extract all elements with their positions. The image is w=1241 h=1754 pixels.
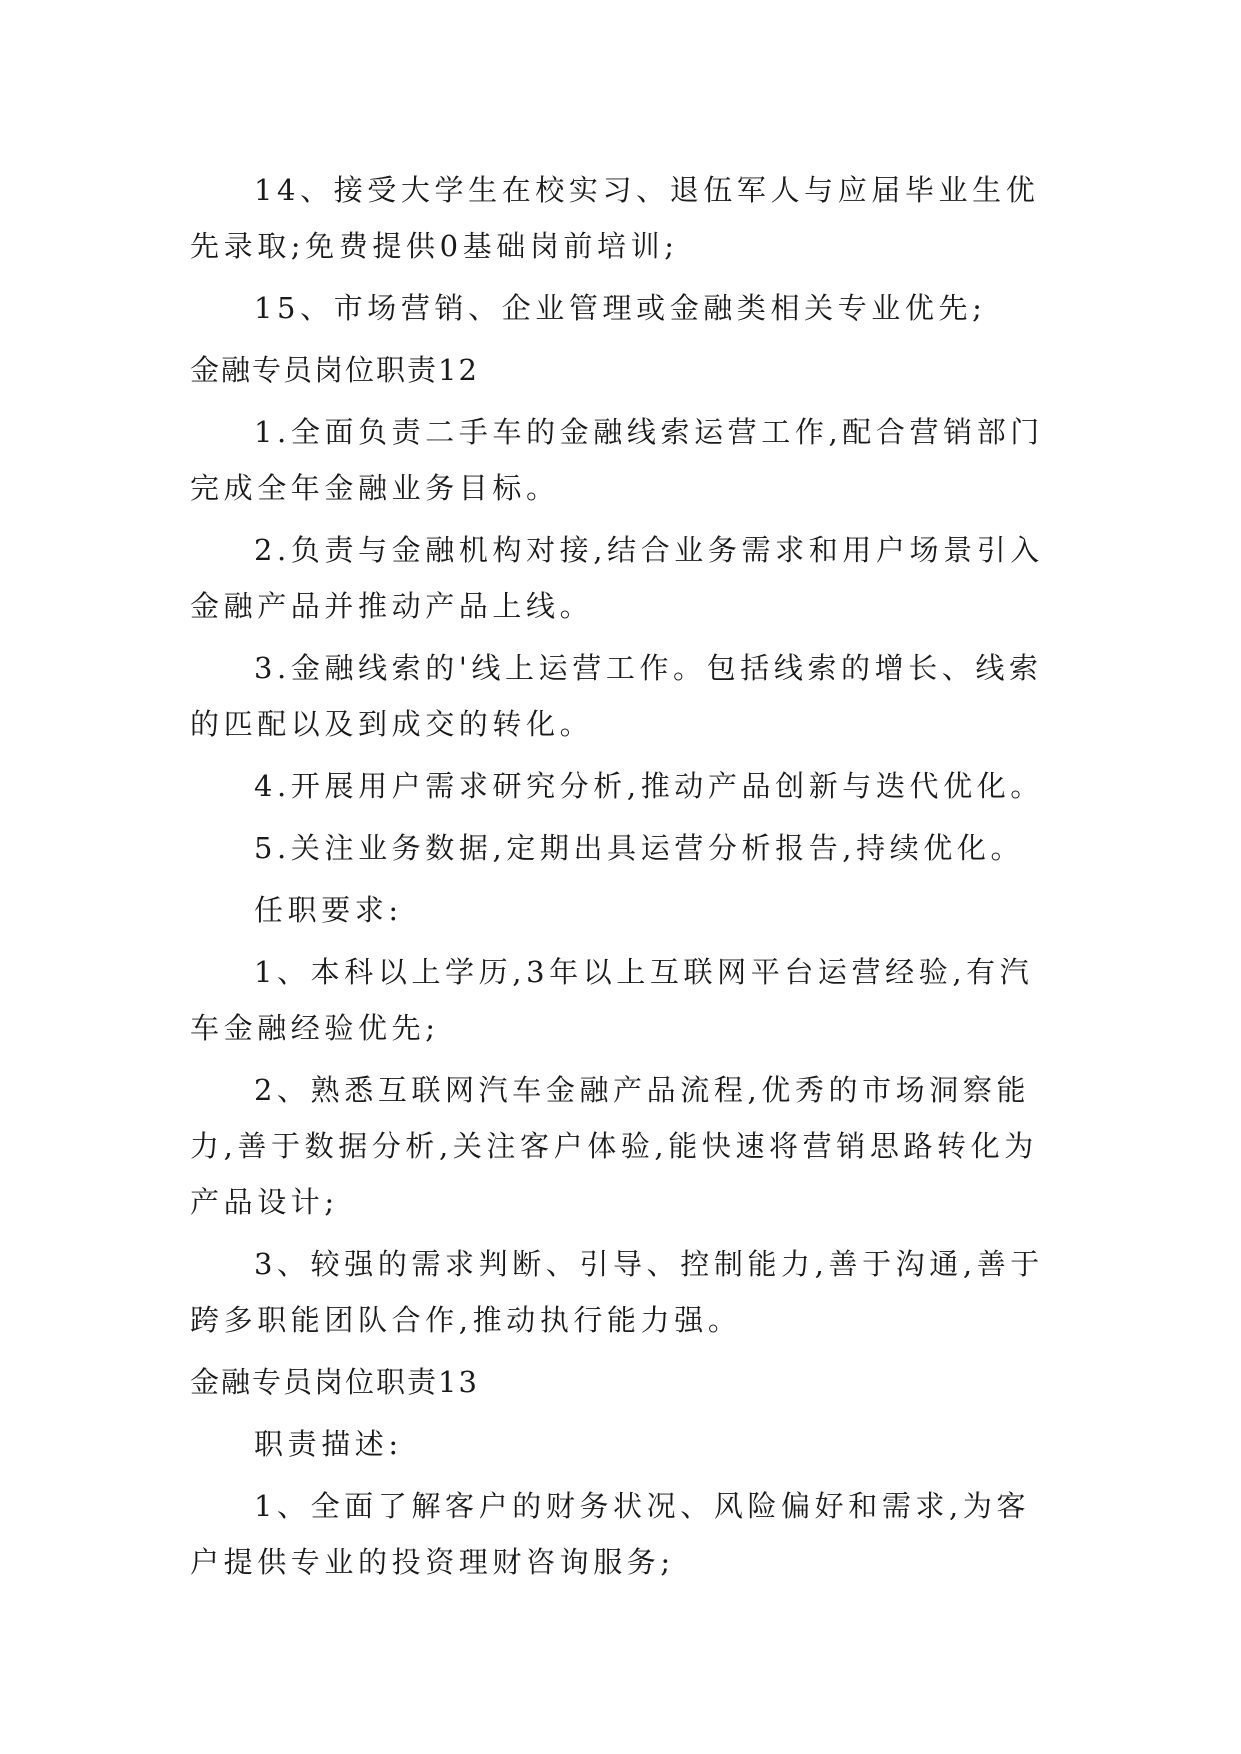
paragraph: 3、较强的需求判断、引导、控制能力,善于沟通,善于跨多职能团队合作,推动执行能力强。 bbox=[190, 1247, 1044, 1337]
document-body bbox=[190, 162, 1050, 1596]
paragraph: 1、本科以上学历,3年以上互联网平台运营经验,有汽车金融经验优先; bbox=[190, 955, 1034, 1045]
paragraph: 5.关注业务数据,定期出具运营分析报告,持续优化。 bbox=[254, 831, 1025, 865]
paragraph: 任职要求: bbox=[254, 893, 403, 927]
paragraph: 14、接受大学生在校实习、退伍军人与应届毕业生优先录取;免费提供0基础岗前培训; bbox=[190, 173, 1040, 263]
paragraph: 3.金融线索的'线上运营工作。包括线索的增长、线索的匹配以及到成交的转化。 bbox=[190, 651, 1043, 741]
paragraph: 2.负责与金融机构对接,结合业务需求和用户场景引入金融产品并推动产品上线。 bbox=[190, 533, 1044, 623]
section-heading: 金融专员岗位职责13 bbox=[190, 1365, 479, 1399]
paragraph: 1.全面负责二手车的金融线索运营工作,配合营销部门完成全年金融业务目标。 bbox=[190, 415, 1044, 505]
paragraph: 1、全面了解客户的财务状况、风险偏好和需求,为客户提供专业的投资理财咨询服务; bbox=[190, 1489, 1031, 1579]
paragraph: 15、市场营销、企业管理或金融类相关专业优先; bbox=[254, 291, 987, 325]
paragraph: 4.开展用户需求研究分析,推动产品创新与迭代优化。 bbox=[254, 769, 1044, 803]
section-heading: 金融专员岗位职责12 bbox=[190, 353, 479, 387]
paragraph: 2、熟悉互联网汽车金融产品流程,优秀的市场洞察能力,善于数据分析,关注客户体验,能快速将营销思路转化为产品设计; bbox=[190, 1073, 1038, 1219]
paragraph: 职责描述: bbox=[254, 1427, 403, 1461]
